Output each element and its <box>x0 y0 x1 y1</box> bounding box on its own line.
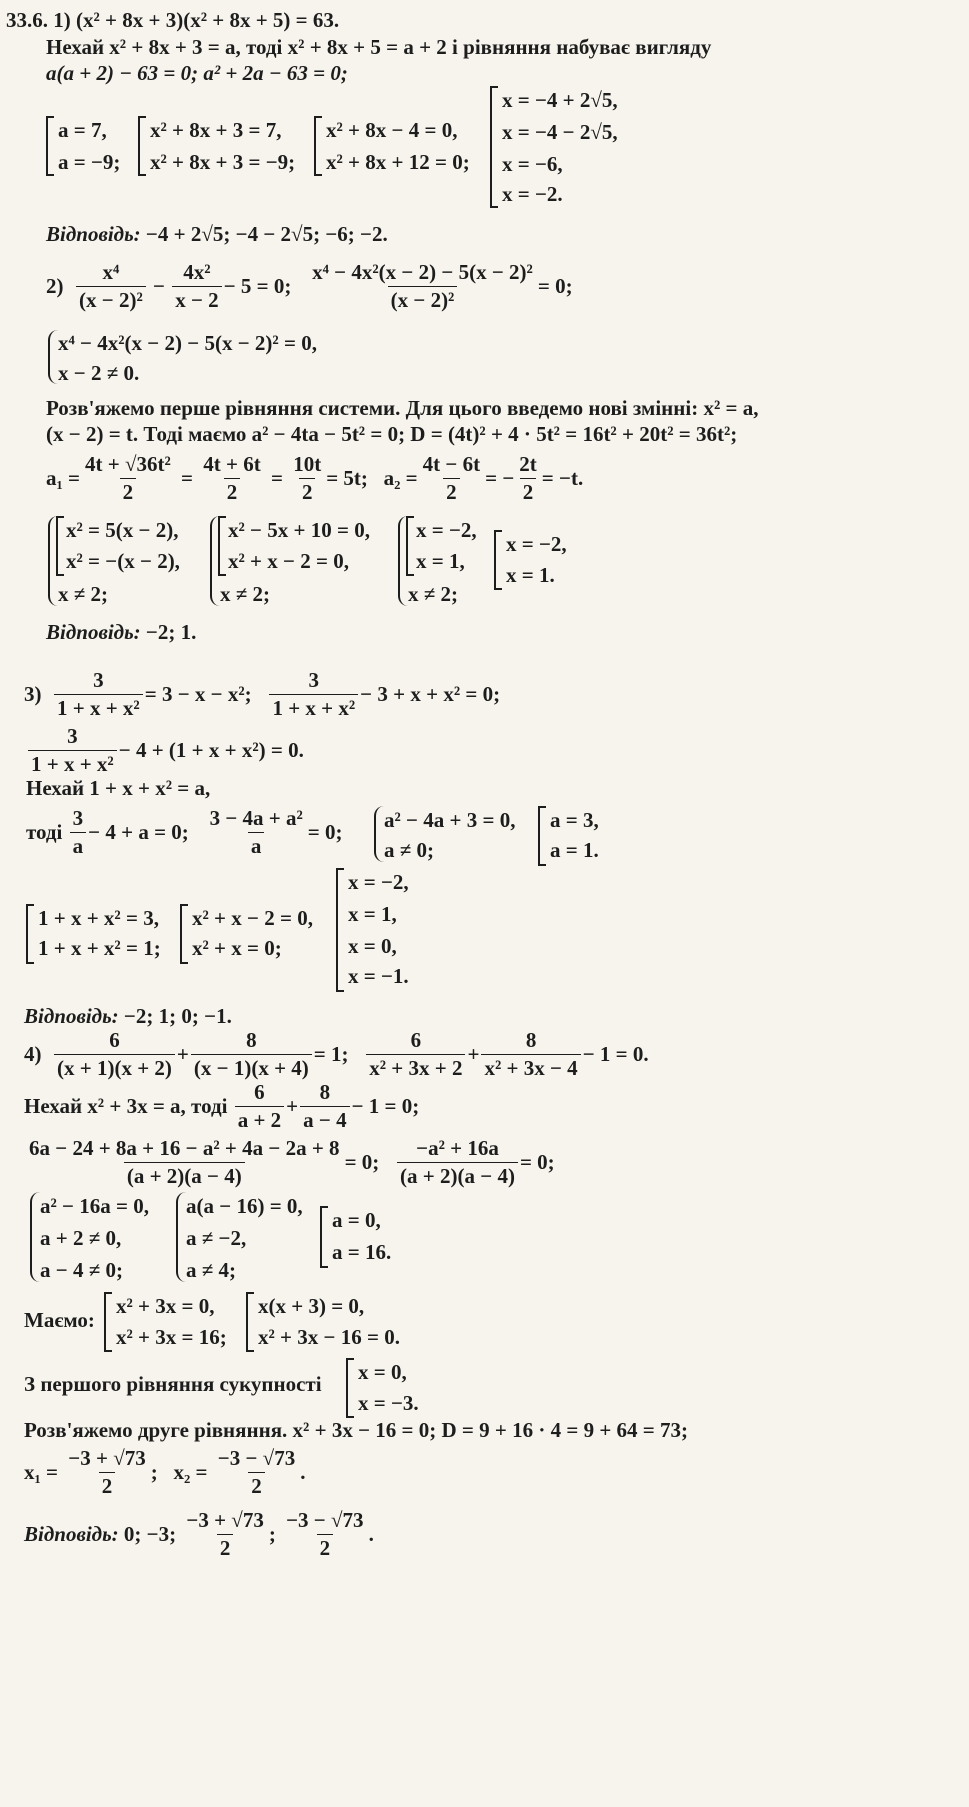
math-text: Нехай x² + 3x = a, тоді <box>24 1094 228 1118</box>
fraction <box>54 1030 175 1079</box>
bracket <box>218 516 226 576</box>
bracket <box>180 904 188 964</box>
bracket <box>406 516 414 576</box>
math-text: = 0; <box>537 274 573 298</box>
fraction <box>172 262 221 311</box>
fraction <box>215 1448 298 1497</box>
text-line: Розв'яжемо друге рівняння. x² + 3x − 16 = 0; D = 9 + 16 · 4 = 9 + 64 = 73; <box>24 1418 688 1442</box>
math-text: − 4 + (1 + x + x²) = 0. <box>118 738 304 762</box>
math-line <box>26 726 304 775</box>
numerator: 6 <box>109 1028 120 1052</box>
math-row: x = −4 − 2√5, <box>502 120 618 144</box>
problem-4-equation: 4) $\frac{6}{(x + 1)(x + 2)}$ + $\frac{8}{(x - 1)(x + 4)}$ = 1; $\frac{6}{\text{x² + 3x + 2}}$ + $\frac{8}{\text{x² + 3x − 4}}$ − 1 = 0. <box>24 1028 649 1080</box>
denominator: 1 + x + x² <box>269 694 358 719</box>
math-row: x = 1, <box>416 549 465 573</box>
math-row: x = −2, <box>416 518 477 542</box>
numerator: x⁴ <box>102 260 120 284</box>
denominator: (x + 1)(x + 2) <box>54 1054 175 1079</box>
numerator: 4t + √36t² <box>85 452 171 476</box>
answer-value: −2; 1. <box>145 620 197 644</box>
numerator: −3 − √73 <box>217 1446 296 1470</box>
denominator: 2 <box>217 1534 234 1559</box>
math-row: x = 0, <box>358 1360 407 1384</box>
bracket <box>538 806 546 866</box>
math-text: = 1; <box>313 1042 349 1066</box>
denominator: 2 <box>299 478 316 503</box>
bracket <box>26 904 34 964</box>
math-row: 1 + x + x² = 3, <box>38 906 159 930</box>
math-row: x = −3. <box>358 1391 419 1415</box>
denominator: 2 <box>317 1534 334 1559</box>
math-row: a ≠ 4; <box>186 1258 237 1282</box>
numerator: 8 <box>246 1028 257 1052</box>
numerator: 4t + 6t <box>203 452 261 476</box>
denominator: 1 + x + x² <box>28 750 117 775</box>
math-text: = 0; <box>344 1150 380 1174</box>
numerator: −3 + √73 <box>186 1508 264 1532</box>
math-row: a(a − 16) = 0, <box>186 1194 303 1218</box>
math-row: x² = 5(x − 2), <box>66 518 179 542</box>
numerator: −3 + √73 <box>68 1446 146 1470</box>
fraction <box>200 454 263 503</box>
math-text: ; <box>268 1522 276 1546</box>
numerator: 6 <box>410 1028 422 1052</box>
numerator: 3 <box>72 806 84 830</box>
math-row: x² − 5x + 10 = 0, <box>228 518 370 542</box>
math-text: . <box>300 1460 306 1484</box>
answer-value: 0; −3; <box>123 1522 177 1546</box>
fraction <box>309 262 536 311</box>
numerator: x⁴ − 4x²(x − 2) − 5(x − 2)² <box>312 260 533 284</box>
math-text: = − <box>485 466 515 490</box>
math-text: x₂ = <box>173 1460 208 1484</box>
fraction <box>26 1138 343 1187</box>
text-line: Нехай 1 + x + x² = a, <box>26 776 211 800</box>
text-line: З першого рівняння сукупності <box>24 1372 322 1396</box>
math-row: a² − 16a = 0, <box>40 1194 149 1218</box>
fraction <box>207 808 306 857</box>
numerator: 4x² <box>183 260 211 284</box>
fraction <box>481 1030 580 1079</box>
fraction <box>420 454 483 503</box>
text-line: Розв'яжемо перше рівняння системи. Для цього введемо нові змінні: x² = a, <box>46 396 759 420</box>
numerator: 10t <box>293 452 322 476</box>
math-text: a₁ = <box>46 466 81 490</box>
math-text: − 1 = 0; <box>351 1094 420 1118</box>
math-row: x² + x = 0; <box>192 936 282 960</box>
math-row: a ≠ 0; <box>384 838 435 862</box>
math-row: a = −9; <box>58 150 121 174</box>
fraction <box>82 454 174 503</box>
answer-line <box>46 622 196 643</box>
math-row: x² = −(x − 2), <box>66 549 180 573</box>
numerator: −a² + 16a <box>416 1136 499 1160</box>
fraction <box>183 1510 266 1559</box>
problem-3-equation <box>24 670 500 719</box>
math-row: x⁴ − 4x²(x − 2) − 5(x − 2)² = 0, <box>58 331 317 355</box>
math-text: . <box>368 1522 374 1546</box>
math-row: x² + 8x + 3 = 7, <box>150 118 282 142</box>
math-text: x₁ = <box>24 1460 59 1484</box>
bracket <box>490 86 498 208</box>
math-row: x² + 8x + 12 = 0; <box>326 150 470 174</box>
math-row: a = 7, <box>58 118 107 142</box>
numerator: 3 − 4a + a² <box>209 806 303 830</box>
math-row: x = −2, <box>348 870 409 894</box>
fraction <box>283 1510 366 1559</box>
numerator: 3 <box>67 724 78 748</box>
bracket <box>246 1292 254 1352</box>
denominator: 2 <box>120 478 137 503</box>
math-text: a₂ = <box>383 466 418 490</box>
math-row: x = 1. <box>506 563 555 587</box>
math-row: x ≠ 2; <box>220 582 271 606</box>
math-row: a − 4 ≠ 0; <box>40 1258 123 1282</box>
denominator: a + 2 <box>235 1106 284 1131</box>
math-row: x = −2, <box>506 532 567 556</box>
numerator: −3 − √73 <box>286 1508 364 1532</box>
math-row: x = −6, <box>502 152 563 176</box>
problem-1-quadratic: a(a + 2) − 63 = 0; a² + 2a − 63 = 0; <box>46 61 348 85</box>
math-row: x² + 3x = 0, <box>116 1294 215 1318</box>
denominator: 2 <box>248 1472 265 1497</box>
answer-label: Відповідь: <box>24 1522 119 1546</box>
math-row: a² − 4a + 3 = 0, <box>384 808 516 832</box>
answer-line <box>46 224 388 245</box>
problem-1-title: 33.6. 1) (x² + 8x + 3)(x² + 8x + 5) = 63. <box>6 8 340 32</box>
math-line <box>24 1138 555 1187</box>
fraction <box>269 670 358 719</box>
math-row: a = 16. <box>332 1240 392 1264</box>
bracket <box>56 516 64 576</box>
problem-label: 4) <box>24 1042 42 1066</box>
answer-line <box>24 1510 374 1559</box>
brace <box>48 330 58 384</box>
denominator: (x − 2)² <box>76 286 146 311</box>
numerator: 3 <box>308 668 320 692</box>
math-row: x = −4 + 2√5, <box>502 88 618 112</box>
bracket <box>314 116 322 176</box>
math-row: 1 + x + x² = 1; <box>38 936 161 960</box>
math-row: a = 3, <box>550 808 599 832</box>
fraction <box>76 262 146 311</box>
math-row: x² + 8x − 4 = 0, <box>326 118 458 142</box>
roots-line: a₁ = $\frac{\text{4t + √36t²}}{2}$ = $\frac{4t + 6t}{2}$ = $\frac{10t}{2}$ = 5t; a₂ = $\frac{4t - 6t}{2}$ = − $\frac{2t}{2}$ = −t. <box>46 452 584 504</box>
fraction <box>54 670 143 719</box>
math-text: − 4 + a = 0; <box>88 820 189 844</box>
fraction <box>191 1030 312 1079</box>
denominator: 2 <box>520 478 537 503</box>
problem-label: 2) <box>46 274 64 298</box>
math-text: ; <box>150 1460 158 1484</box>
denominator: (a + 2)(a − 4) <box>124 1162 245 1187</box>
denominator: a <box>70 832 87 857</box>
denominator: (a + 2)(a − 4) <box>397 1162 518 1187</box>
roots-line <box>24 1448 305 1497</box>
denominator: 2 <box>99 1472 116 1497</box>
numerator: 6a − 24 + 8a + 16 − a² + 4a − 2a + 8 <box>29 1136 340 1160</box>
math-row: x = −2. <box>502 182 563 206</box>
math-row: x ≠ 2; <box>408 582 459 606</box>
answer-label: Відповідь: <box>24 1004 119 1028</box>
numerator: 6 <box>254 1080 265 1104</box>
math-text: = −t. <box>541 466 584 490</box>
fraction <box>366 1030 465 1079</box>
brace <box>30 1192 40 1282</box>
math-text: = 5t; <box>326 466 368 490</box>
brace <box>176 1192 186 1282</box>
math-row: x − 2 ≠ 0. <box>58 361 140 385</box>
denominator: x² + 3x − 4 <box>481 1054 580 1079</box>
math-text: − 1 = 0. <box>582 1042 649 1066</box>
math-row: x = −1. <box>348 964 409 988</box>
math-line: Нехай x² + 3x = a, тоді $\frac{6}{a + 2}$ + $\frac{8}{a - 4}$ − 1 = 0; <box>24 1080 420 1132</box>
answer-value: −2; 1; 0; −1. <box>123 1004 232 1028</box>
fraction <box>235 1082 284 1131</box>
math-text: = 0; <box>519 1150 555 1174</box>
numerator: 2t <box>519 452 537 476</box>
problem-1-substitution: Нехай x² + 8x + 3 = a, тоді x² + 8x + 5 = a + 2 і рівняння набуває вигляду <box>46 35 712 59</box>
math-text: тоді <box>26 820 63 844</box>
math-text: = 0; <box>307 820 343 844</box>
denominator: 1 + x + x² <box>54 694 143 719</box>
answer-line <box>24 1006 232 1027</box>
text-line: (x − 2) = t. Тоді маємо a² − 4ta − 5t² = 0; D = (4t)² + 4 · 5t² = 16t² + 20t² = 36t²; <box>46 422 738 446</box>
fraction <box>28 726 117 775</box>
math-line <box>26 808 343 857</box>
bracket <box>46 116 54 176</box>
math-row: a + 2 ≠ 0, <box>40 1226 122 1250</box>
denominator: x² + 3x + 2 <box>366 1054 465 1079</box>
text-line: Маємо: <box>24 1308 95 1332</box>
math-row: x ≠ 2; <box>58 582 109 606</box>
denominator: (x − 2)² <box>388 286 458 311</box>
denominator: 2 <box>443 478 460 503</box>
numerator: 3 <box>93 668 104 692</box>
bracket <box>104 1292 112 1352</box>
math-row: a = 1. <box>550 838 599 862</box>
numerator: 8 <box>525 1028 537 1052</box>
denominator: x − 2 <box>172 286 221 311</box>
bracket <box>138 116 146 176</box>
denominator: (x − 1)(x + 4) <box>191 1054 312 1079</box>
answer-label: Відповідь: <box>46 222 141 246</box>
fraction <box>516 454 540 503</box>
bracket <box>494 530 502 590</box>
fraction <box>70 808 87 857</box>
bracket <box>320 1206 328 1268</box>
numerator: 4t − 6t <box>422 452 481 476</box>
math-row: x² + x − 2 = 0, <box>192 906 313 930</box>
math-row: x² + x − 2 = 0, <box>228 549 349 573</box>
bracket <box>336 868 344 992</box>
denominator: 2 <box>224 478 241 503</box>
problem-label: 3) <box>24 682 42 706</box>
math-row: x² + 8x + 3 = −9; <box>150 150 296 174</box>
fraction <box>300 1082 349 1131</box>
denominator: a <box>248 832 265 857</box>
problem-2-equation: 2) $\frac{\text{x⁴}}{\text{(x − 2)²}}$ − $\frac{\text{4x²}}{x - 2}$ − 5 = 0; $\frac{\text{x⁴ − 4x²(x − 2) − 5(x − 2)²}}{\text{(x − 2)²}}$ = 0; <box>46 260 573 312</box>
math-row: a ≠ −2, <box>186 1226 247 1250</box>
fraction <box>290 454 324 503</box>
numerator: 8 <box>319 1080 331 1104</box>
math-row: x² + 3x = 16; <box>116 1325 227 1349</box>
answer-value: −4 + 2√5; −4 − 2√5; −6; −2. <box>145 222 388 246</box>
math-row: a = 0, <box>332 1208 381 1232</box>
fraction <box>397 1138 518 1187</box>
math-row: x = 0, <box>348 934 397 958</box>
fraction <box>65 1448 148 1497</box>
denominator: a − 4 <box>300 1106 349 1131</box>
math-text: − 5 = 0; <box>223 274 292 298</box>
math-row: x = 1, <box>348 902 397 926</box>
math-row: x² + 3x − 16 = 0. <box>258 1325 400 1349</box>
bracket <box>346 1358 354 1418</box>
math-text: = 3 − x − x²; <box>144 682 252 706</box>
brace <box>374 806 384 862</box>
math-text: − 3 + x + x² = 0; <box>360 682 501 706</box>
answer-label: Відповідь: <box>46 620 141 644</box>
math-row: x(x + 3) = 0, <box>258 1294 365 1318</box>
